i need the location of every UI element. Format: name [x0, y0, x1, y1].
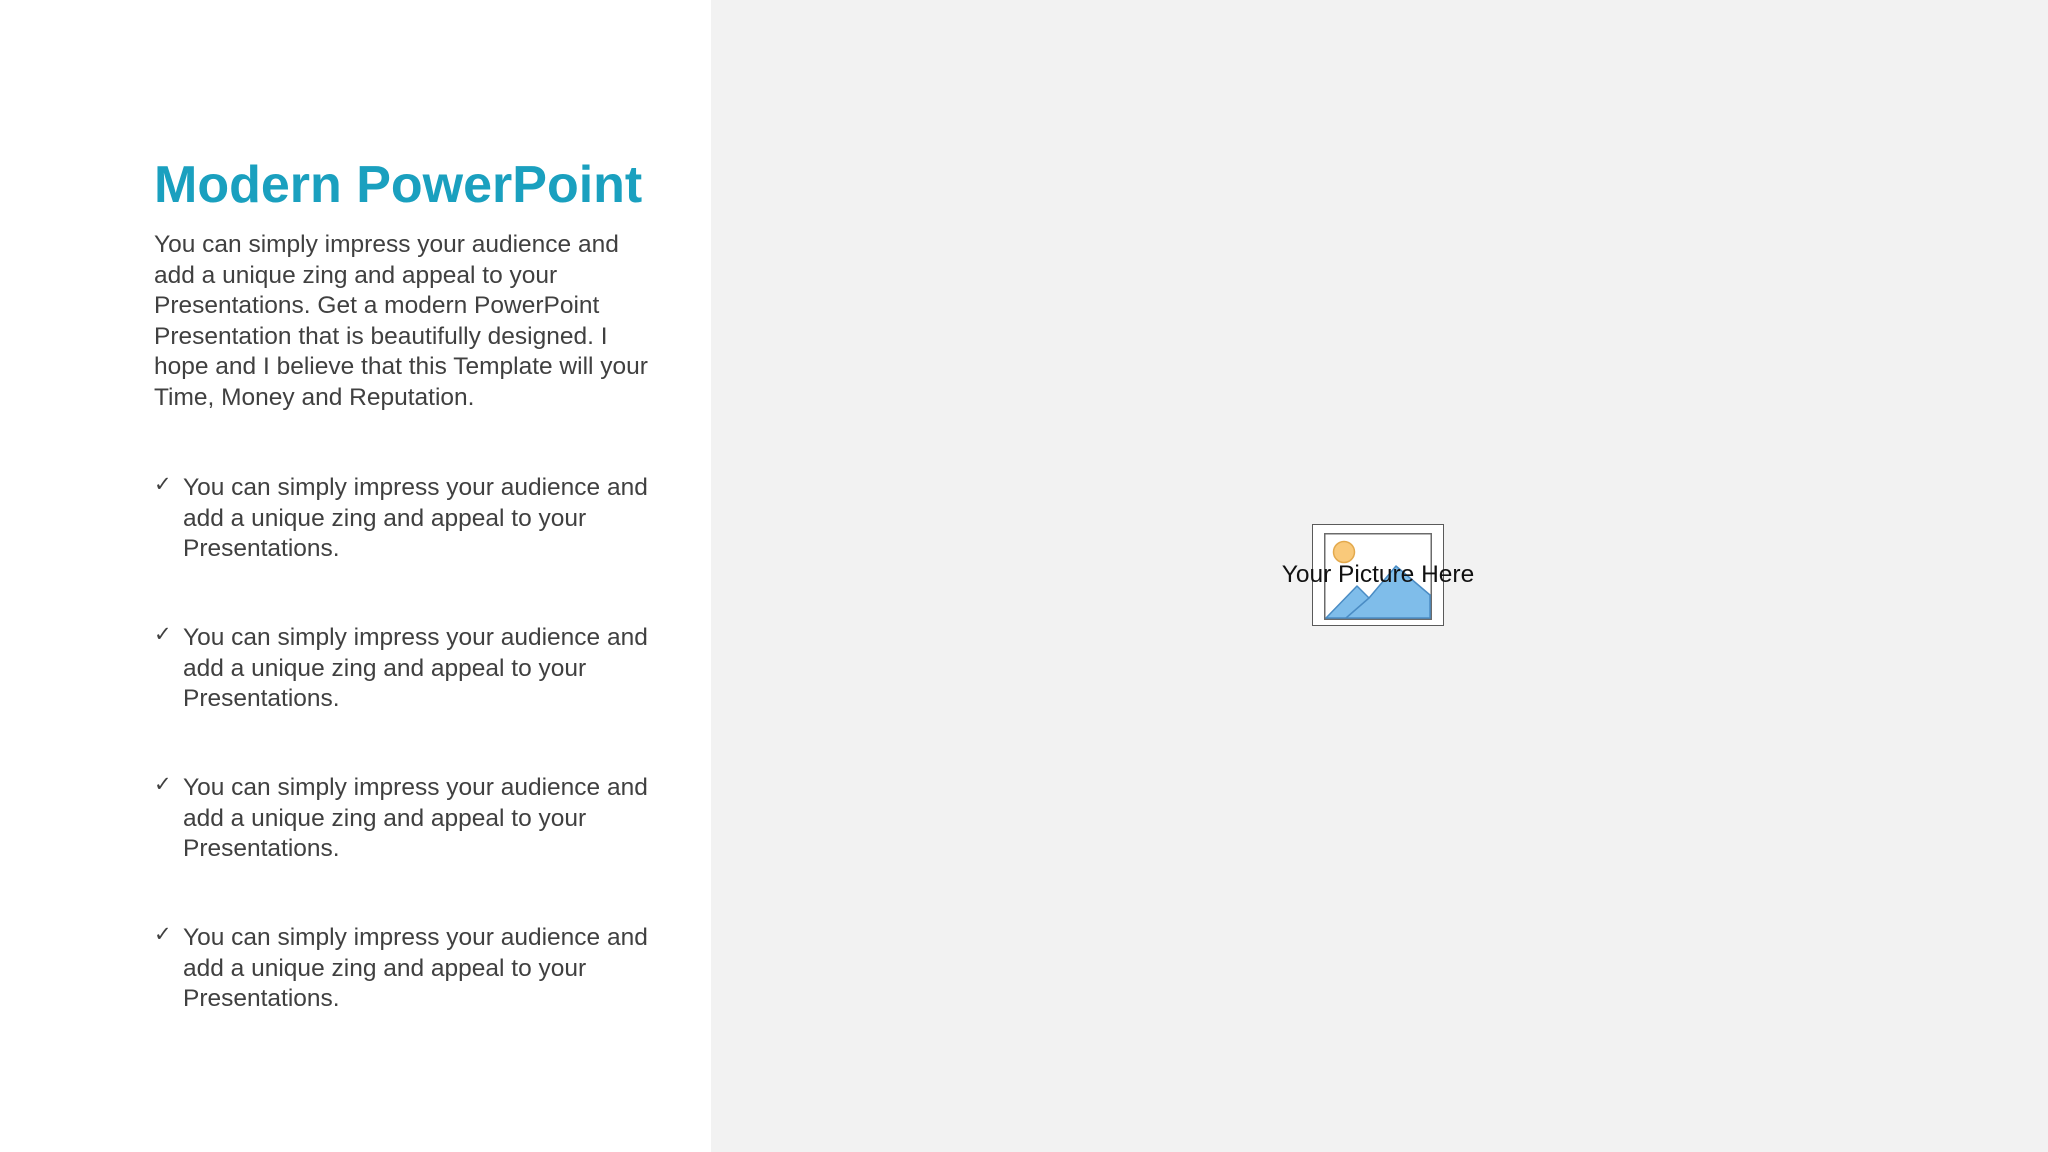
left-text-panel — [0, 0, 711, 1152]
bullet-item — [154, 773, 674, 923]
bullet-item — [154, 473, 674, 623]
intro-paragraph: You can simply impress your audience and add a unique zing and appeal to your Presentations. Get a modern PowerPoint Presentation that is beautifully designed. I hope and I believe that this Template will your Time, Money and Reputation. — [154, 231, 648, 411]
bullet-text: You can simply impress your audience and add a unique zing and appeal to your Presentations. — [183, 774, 648, 863]
bullet-text: You can simply impress your audience and add a unique zing and appeal to your Presentations. — [183, 624, 648, 713]
bullet-text: You can simply impress your audience and add a unique zing and appeal to your Presentations. — [183, 474, 648, 563]
bullet-list — [154, 473, 674, 1073]
checkmark-icon: ✓ — [154, 772, 172, 796]
checkmark-icon: ✓ — [154, 472, 172, 496]
checkmark-icon: ✓ — [154, 622, 172, 646]
picture-placeholder-label: Your Picture Here — [1281, 561, 1475, 588]
bullet-item — [154, 623, 674, 773]
checkmark-icon: ✓ — [154, 922, 172, 946]
bullet-text: You can simply impress your audience and add a unique zing and appeal to your Presentations. — [183, 924, 648, 1013]
bullet-item — [154, 923, 674, 1073]
slide-title: Modern PowerPoint — [154, 156, 643, 214]
